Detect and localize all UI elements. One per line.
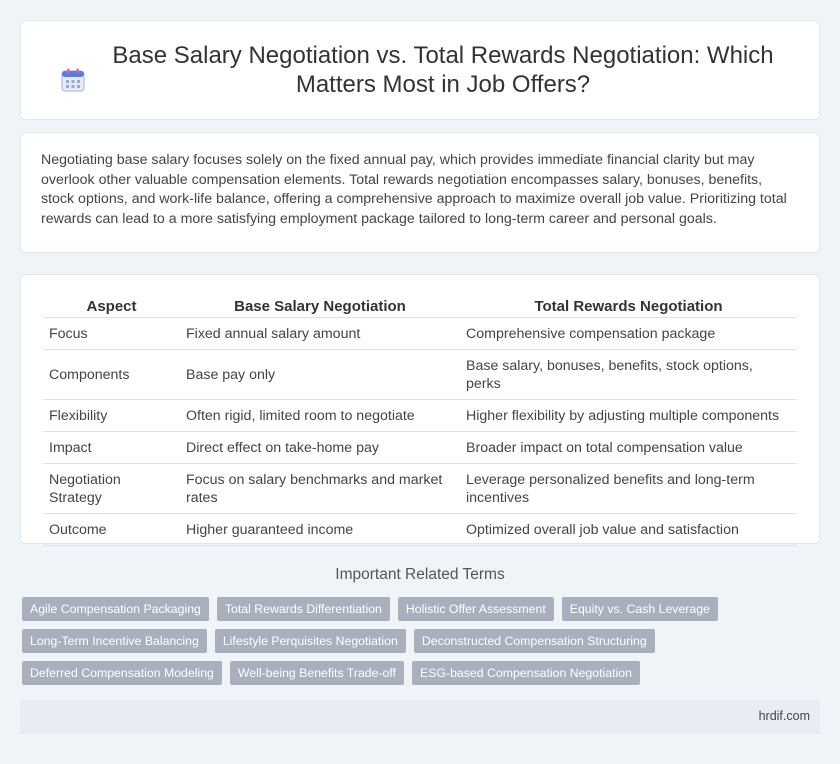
table-cell: Focus — [43, 318, 180, 350]
intro-paragraph: Negotiating base salary focuses solely on the fixed annual pay, which provides immediate financial clarity but may overlook other valuable compensation elements. Total rewards negotiation encompasses salary, bonuses, benefits, stock options, and work-life balance, offering a comprehensive approach to maximize overall job value. Prioritizing total rewards can lead to a more satisfying employment package tailored to long-term career and personal goals. — [41, 152, 787, 227]
footer — [20, 700, 820, 734]
table-cell: Impact — [43, 432, 180, 464]
table-cell: Focus on salary benchmarks and market rates — [180, 464, 460, 514]
column-header-total-rewards: Total Rewards Negotiation — [460, 295, 797, 318]
table-cell: Base salary, bonuses, benefits, stock options, perks — [460, 350, 797, 400]
table-row — [43, 400, 797, 432]
related-term-tag[interactable]: Equity vs. Cash Leverage — [562, 597, 718, 621]
related-term-tag[interactable]: Agile Compensation Packaging — [22, 597, 209, 621]
related-term-tag[interactable]: Deferred Compensation Modeling — [22, 661, 222, 685]
table-cell: Leverage personalized benefits and long-term incentives — [460, 464, 797, 514]
table-row — [43, 432, 797, 464]
page-title: Base Salary Negotiation vs. Total Rewards Negotiation: Which Matters Most in Job Offers? — [112, 42, 774, 98]
table-cell: Direct effect on take-home pay — [180, 432, 460, 464]
related-term-tag[interactable]: Deconstructed Compensation Structuring — [414, 629, 655, 653]
table-cell: Flexibility — [43, 400, 180, 432]
calendar-icon — [60, 67, 86, 93]
column-header-aspect: Aspect — [43, 295, 180, 318]
table-cell: Comprehensive compensation package — [460, 318, 797, 350]
comparison-card — [20, 274, 820, 544]
table-cell: Components — [43, 350, 180, 400]
related-term-tag[interactable]: ESG-based Compensation Negotiation — [412, 661, 640, 685]
related-terms-title: Important Related Terms — [335, 566, 505, 583]
related-term-tag[interactable]: Total Rewards Differentiation — [217, 597, 390, 621]
table-cell: Higher flexibility by adjusting multiple components — [460, 400, 797, 432]
table-cell: Broader impact on total compensation value — [460, 432, 797, 464]
table-cell: Outcome — [43, 514, 180, 546]
related-term-tag[interactable]: Holistic Offer Assessment — [398, 597, 554, 621]
comparison-table — [43, 295, 797, 546]
intro-card — [20, 132, 820, 253]
related-term-tag[interactable]: Long-Term Incentive Balancing — [22, 629, 207, 653]
title-card — [20, 20, 820, 120]
table-row — [43, 514, 797, 546]
title-wrap — [60, 41, 780, 99]
table-cell: Optimized overall job value and satisfaction — [460, 514, 797, 546]
column-header-base-salary: Base Salary Negotiation — [180, 295, 460, 318]
footer-site-link[interactable]: hrdif.com — [758, 709, 810, 723]
table-cell: Base pay only — [180, 350, 460, 400]
table-cell: Higher guaranteed income — [180, 514, 460, 546]
table-header-row — [43, 295, 797, 318]
related-term-tag[interactable]: Well-being Benefits Trade-off — [230, 661, 404, 685]
related-terms-tags — [22, 597, 812, 693]
table-row — [43, 318, 797, 350]
table-cell: Negotiation Strategy — [43, 464, 180, 514]
related-term-tag[interactable]: Lifestyle Perquisites Negotiation — [215, 629, 406, 653]
table-row — [43, 464, 797, 514]
table-row — [43, 350, 797, 400]
table-cell: Often rigid, limited room to negotiate — [180, 400, 460, 432]
table-cell: Fixed annual salary amount — [180, 318, 460, 350]
